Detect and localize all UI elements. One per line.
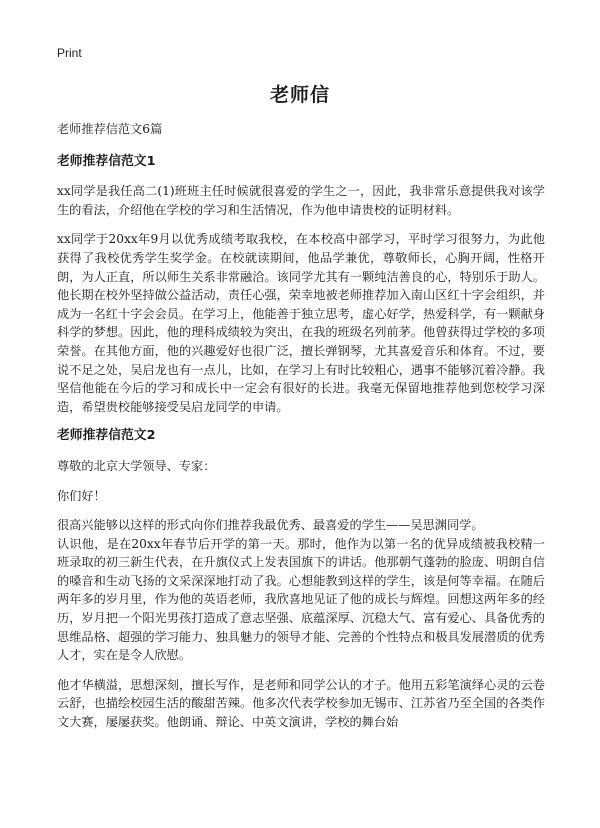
salutation: 尊敬的北京大学领导、专家： — [57, 458, 216, 473]
section-heading: 老师推荐信范文1 — [57, 153, 156, 169]
paragraph: xx同学于20xx年9月以优秀成绩考取我校，在本校高中部学习，平时学习很努力，为此他获得了我校优秀学生奖学金。在校就读期间，他品学兼优，尊敬师长，心胸开阔，性格开朗，为人正直，所以师生关系非常融洽。该同学尤其有一颗纯洁善良的心，特别乐于助人。他长期在校外坚持做公益活动，责任心强，荣幸地被老师推荐加入南山区红十字会组织，并成为一名红十字会会员。在学习上，他能善于独立思考，虚心好学，热爱科学，有一颗献身科学的梦想。因此，他的理科成绩较为突出，在我的班级名列前茅。他曾获得过学校的多项荣誉。在其他方面，他的兴趣爱好也很广泛，擅长弹钢琴，尤其喜爱音乐和体育。不过，要说不足之处，吴启龙也有一点儿，比如，在学习上有时比较粗心，遇事不能够沉着冷静。我坚信他能在今后的学习和成长中一定会有很好的长进。我毫无保留地推荐他到您校学习深造，希望贵校能够接受吴启龙同学的申请。 — [57, 232, 545, 414]
paragraph: xx同学是我任高二(1)班班主任时候就很喜爱的学生之一，因此，我非常乐意提供我对该学生的看法，介绍他在学校的学习和生活情况，作为他申请贵校的证明材料。 — [57, 184, 545, 217]
print-link[interactable]: Print — [57, 46, 82, 60]
document-body — [57, 120, 545, 743]
paragraph: 他才华横溢，思想深刻，擅长写作，是老师和同学公认的才子。他用五彩笔演绎心灵的云卷云舒，也描绘校园生活的酸甜苦辣。他多次代表学校参加无锡市、江苏省乃至全国的各类作文大赛，屡屡获奖。他朗诵、辩论、中英文演讲，学校的舞台始 — [57, 677, 545, 730]
greeting: 你们好！ — [57, 488, 106, 503]
document-subtitle: 老师推荐信范文6篇 — [57, 122, 163, 136]
page-title: 老师信 — [269, 84, 330, 106]
section-heading: 老师推荐信范文2 — [57, 428, 156, 444]
paragraph: 认识他，是在20xx年春节后开学的第一天。那时，他作为以第一名的优异成绩被我校精一班录取的初三新生代表，在升旗仪式上发表国旗下的讲话。他那朝气蓬勃的脸庞、明朗自信的嗓音和生动飞扬的文采深深地打动了我。心想能教到这样的学生，该是何等幸福。在随后两年多的岁月里，作为他的英语老师，我欣喜地见证了他的成长与辉煌。回想这两年多的经历，岁月把一个阳光男孩打造成了意志坚强、底蕴深厚、沉稳大气、富有爱心、具备优秀的思维品格、超强的学习能力、独具魅力的领导才能、完善的个性特点和极具发展潜质的优秀人才，实在是令人欣慰。 — [57, 536, 545, 663]
paragraph: 很高兴能够以这样的形式向你们推荐我最优秀、最喜爱的学生——吴思渊同学。 — [57, 518, 484, 533]
